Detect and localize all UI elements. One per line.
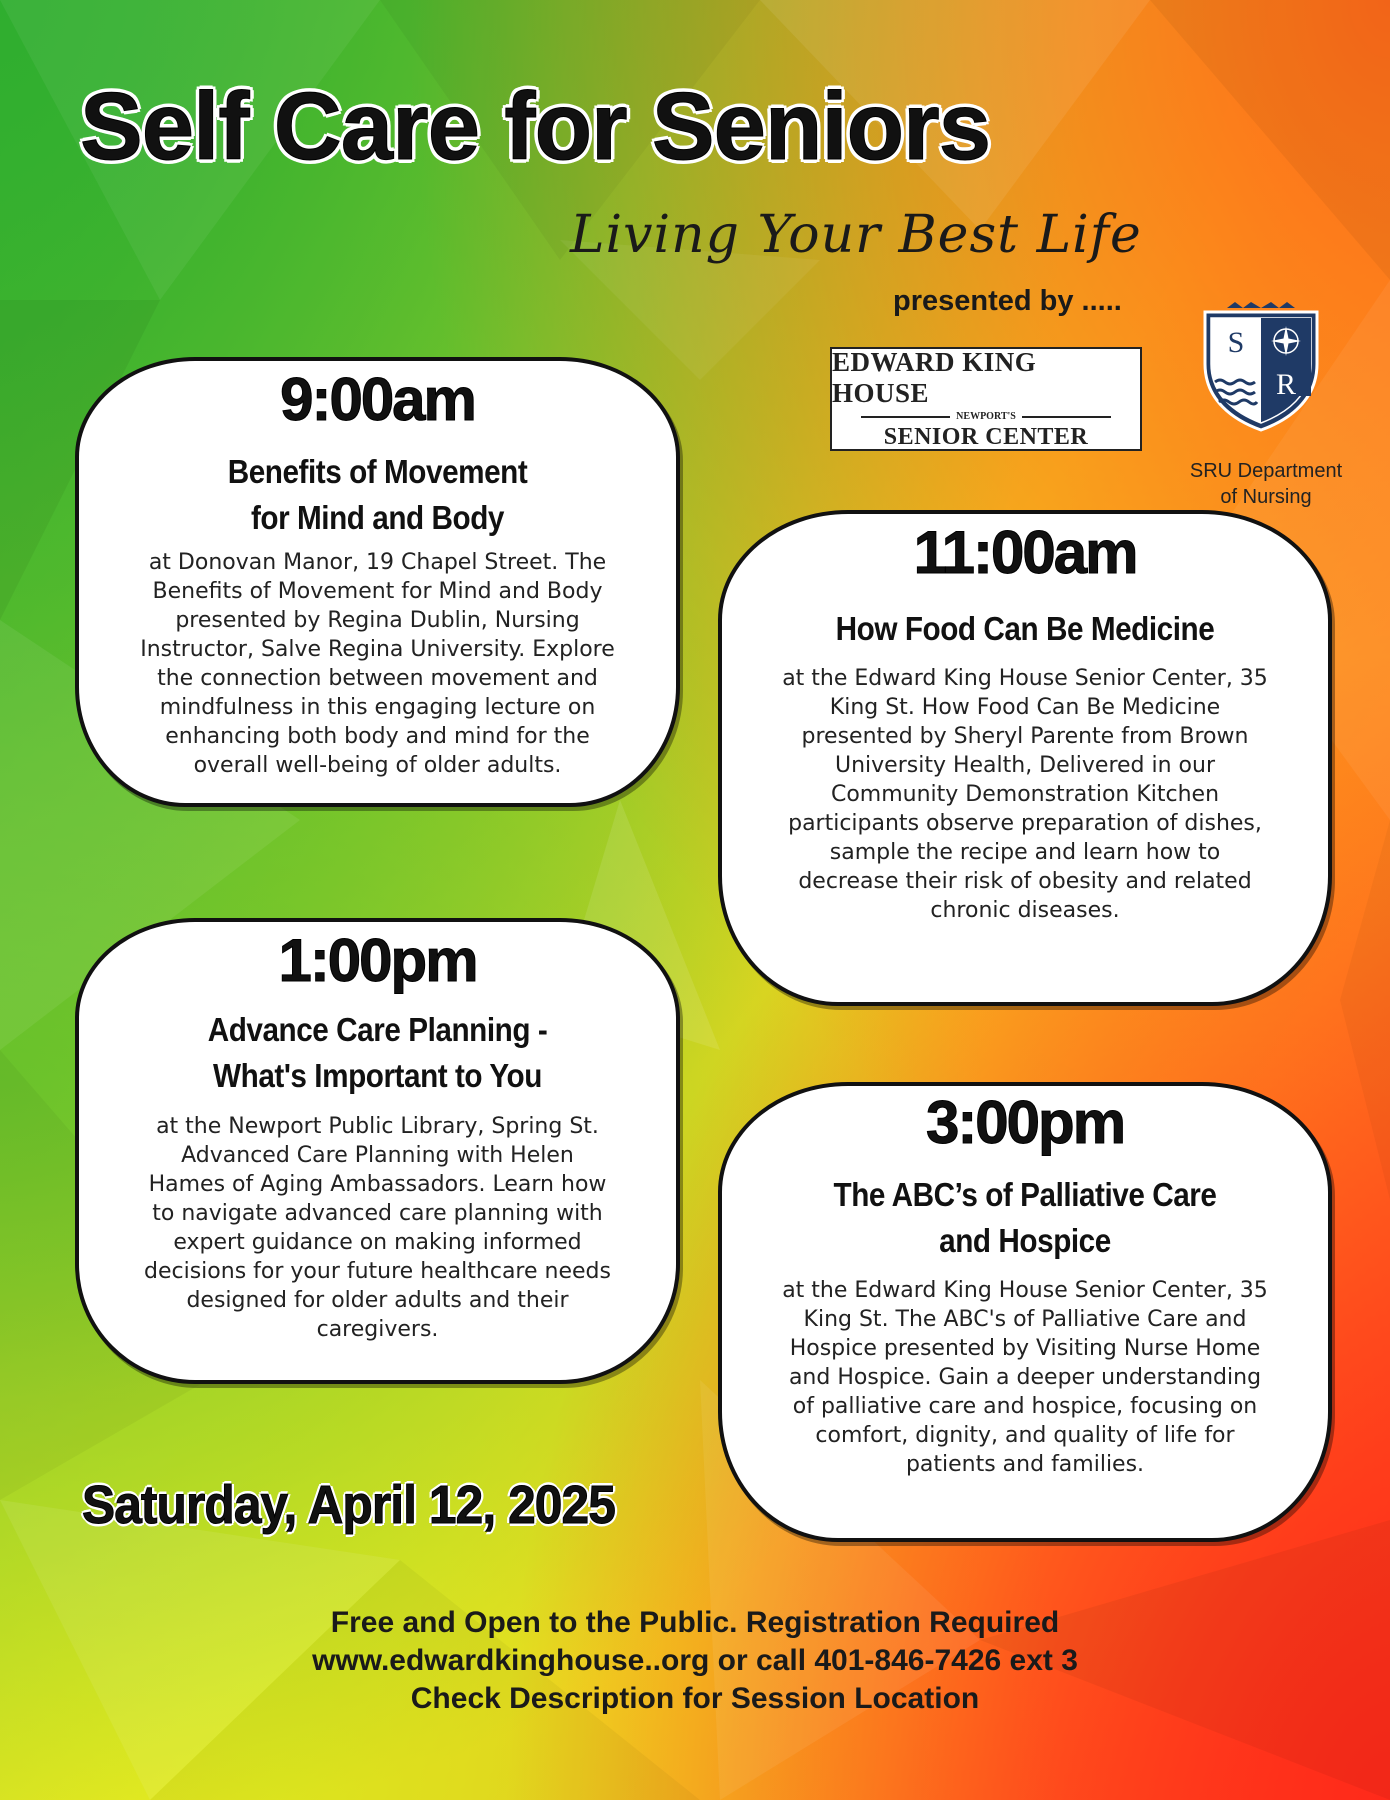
page-title: Self Care for Seniors	[80, 73, 991, 180]
session-card-3	[75, 918, 680, 1384]
session-card-1	[75, 357, 680, 807]
desc-line: at Donovan Manor, 19 Chapel Street. The	[148, 550, 607, 575]
session-title-line-1: Benefits of Movement	[227, 453, 528, 490]
sru-caption-line-1: SRU Department	[1189, 460, 1343, 482]
desc-line: decisions for your future healthcare needs	[144, 1259, 611, 1284]
desc-line: Hames of Aging Ambassadors. Learn how	[148, 1172, 607, 1197]
desc-line: King St. The ABC's of Palliative Care and	[803, 1307, 1247, 1332]
desc-line: expert guidance on making informed	[173, 1230, 582, 1255]
sru-caption-line-2: of Nursing	[1220, 486, 1312, 508]
session-title-line-1: Advance Care Planning -	[207, 1011, 548, 1048]
footer-info	[100, 1604, 1290, 1718]
session-title	[752, 606, 1297, 652]
session-time: 9:00am	[280, 366, 475, 433]
desc-line: at the Newport Public Library, Spring St.	[156, 1114, 599, 1139]
event-date: Saturday, April 12, 2025	[82, 1475, 615, 1535]
session-time: 3:00pm	[925, 1089, 1125, 1156]
session-title-line-2: What's Important to You	[213, 1057, 542, 1094]
session-title-line-2: and Hospice	[939, 1222, 1111, 1259]
desc-line: decrease their risk of obesity and related	[798, 869, 1252, 894]
desc-line: and Hospice. Gain a deeper understanding	[788, 1365, 1262, 1390]
desc-line: caregivers.	[316, 1317, 439, 1342]
desc-line: University Health, Delivered in our	[834, 753, 1215, 778]
session-card-4	[718, 1082, 1332, 1542]
ekh-logo-divider	[861, 411, 1111, 422]
desc-line: presented by Sheryl Parente from Brown	[801, 724, 1249, 749]
presented-by-label: presented by .....	[893, 285, 1122, 317]
desc-line: to navigate advanced care planning with	[152, 1201, 603, 1226]
session-description	[91, 548, 664, 780]
desc-line: at the Edward King House Senior Center, 35	[782, 1278, 1268, 1303]
desc-line: overall well-being of older adults.	[193, 753, 562, 778]
desc-line: sample the recipe and learn how to	[829, 840, 1221, 865]
ekh-logo-tagline: NEWPORT'S	[956, 411, 1016, 422]
desc-line: presented by Regina Dublin, Nursing	[175, 608, 580, 633]
session-title-line-2: for Mind and Body	[250, 499, 505, 536]
desc-line: patients and families.	[905, 1452, 1145, 1477]
session-card-2	[718, 510, 1332, 1006]
footer-line-admission: Free and Open to the Public. Registration Required	[330, 1606, 1060, 1639]
session-title	[109, 1007, 646, 1099]
session-title-line-1: How Food Can Be Medicine	[835, 610, 1215, 647]
desc-line: mindfulness in this engaging lecture on	[159, 695, 596, 720]
sru-caption	[1175, 458, 1357, 510]
desc-line: Hospice presented by Visiting Nurse Home	[789, 1336, 1261, 1361]
session-title-line-1: The ABC’s of Palliative Care	[833, 1176, 1217, 1213]
desc-line: comfort, dignity, and quality of life for	[815, 1423, 1235, 1448]
desc-line: the connection between movement and	[157, 666, 598, 691]
ekh-logo-subname: SENIOR CENTER	[883, 424, 1089, 450]
footer-line-location: Check Description for Session Location	[410, 1682, 980, 1715]
sru-shield-logo	[1197, 302, 1325, 432]
desc-line: at the Edward King House Senior Center, 35	[782, 666, 1268, 691]
desc-line: of palliative care and hospice, focusing on	[792, 1394, 1258, 1419]
session-description	[91, 1112, 664, 1344]
desc-line: Benefits of Movement for Mind and Body	[152, 579, 603, 604]
desc-line: enhancing both body and mind for the	[165, 724, 590, 749]
sru-letter-s: S	[1227, 326, 1245, 359]
session-description	[734, 1276, 1316, 1479]
desc-line: participants observe preparation of dishes,	[788, 811, 1262, 836]
desc-line: Advanced Care Planning with Helen	[181, 1143, 574, 1168]
session-description	[734, 664, 1316, 925]
sru-letter-r: R	[1275, 368, 1297, 401]
session-time: 1:00pm	[278, 927, 477, 994]
desc-line: Instructor, Salve Regina University. Explore	[140, 637, 615, 662]
session-title	[752, 1172, 1297, 1264]
desc-line: Community Demonstration Kitchen	[830, 782, 1220, 807]
desc-line: King St. How Food Can Be Medicine	[829, 695, 1221, 720]
edward-king-house-logo	[830, 347, 1142, 451]
session-time: 11:00am	[913, 519, 1137, 586]
desc-line: designed for older adults and their	[186, 1288, 569, 1313]
ekh-logo-name: EDWARD KING HOUSE	[832, 347, 1037, 408]
session-title	[109, 449, 646, 541]
footer-line-contact: www.edwardkinghouse..org or call 401-846-7426 ext 3	[312, 1644, 1078, 1677]
desc-line: chronic diseases.	[930, 898, 1120, 923]
page-subtitle: Living Your Best Life	[570, 205, 1142, 265]
